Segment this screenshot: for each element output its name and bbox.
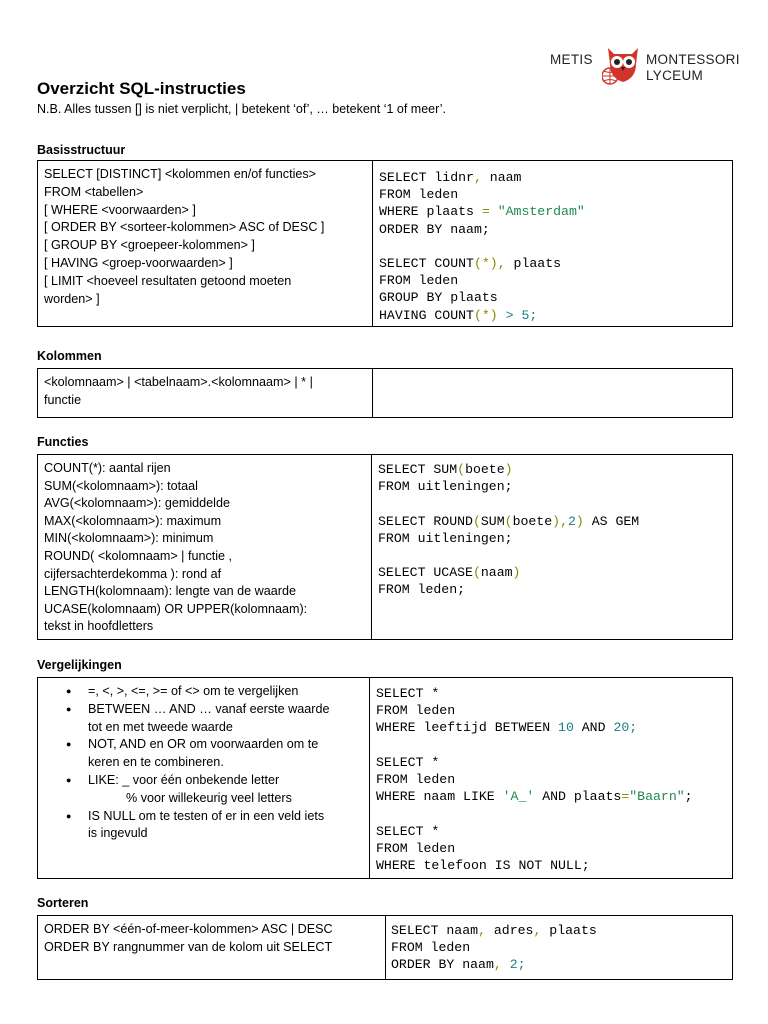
bullet-line: BETWEEN … AND … vanaf eerste waarde [88,701,330,716]
code-token: ) [512,565,521,581]
text-line: functie [44,392,82,407]
code-token: ORDER BY naam [391,957,494,973]
bullet-icon: ● [66,703,72,714]
vergelijkingen-code-cell [376,685,693,874]
code-token: SELECT * [376,823,440,839]
text-line: MIN(<kolomnaam>): minimum [44,531,214,546]
code-line [379,289,585,306]
basis-code-cell [379,169,585,324]
code-line [376,719,693,736]
code-token: boete [465,462,505,477]
text-line: [ ORDER BY <sorteer-kolommen> ASC of DESC ] [44,220,325,235]
code-token: 'A_' [502,789,535,805]
code-token: 10 [558,720,574,736]
code-token: SUM [480,513,505,529]
code-line [391,922,597,939]
code-token: , [473,170,482,185]
code-line [379,186,585,203]
code-line [379,272,585,289]
code-token: adres [485,923,534,938]
bullet-line: % voor willekeurig veel letters [126,790,292,805]
code-line [376,840,693,857]
code-token: SELECT * [376,686,440,701]
basis-table [37,160,733,327]
bullet-icon: ● [66,686,72,696]
code-token: = [621,789,630,805]
bullet-line: =, <, >, <=, >= of <> om te vergelijken [88,684,299,698]
kolommen-left-cell [44,374,364,410]
code-token: 2; [501,957,526,973]
code-line [391,939,597,956]
bullet-icon: ● [66,810,72,821]
code-token: plaats [505,255,562,271]
code-token: 2 [567,513,576,529]
code-line [379,238,585,255]
functies-code-cell [378,461,639,599]
code-token: (*) [473,255,498,271]
code-line [376,823,693,840]
code-token: , [533,923,542,938]
code-token: FROM leden; [378,582,466,598]
code-token: SELECT lidnr [379,170,474,185]
code-token: boete [512,513,553,529]
bullet-item [66,772,366,808]
code-line [378,513,639,530]
text-line: LENGTH(kolomnaam): lengte van de waarde [44,584,296,599]
code-line [376,754,693,771]
code-line [378,461,639,478]
code-token: > [497,307,522,323]
section-heading-functies: Functies [37,435,89,449]
code-token: AS GEM [583,513,640,529]
code-token: SELECT SUM [378,462,458,477]
code-token: ) [575,513,584,529]
code-token: ( [457,462,466,477]
code-token: SELECT COUNT [379,255,474,271]
code-token: SELECT UCASE [378,565,473,581]
section-heading-sorteren: Sorteren [37,896,89,910]
text-line: [ WHERE <voorwaarden> ] [44,202,196,217]
code-line [378,478,639,495]
code-token: ; [629,720,638,736]
code-token: SELECT * [376,754,440,770]
code-token: ; [529,307,538,323]
code-token: , [493,957,502,973]
section-heading-basisstructuur: Basisstructuur [37,143,126,157]
code-line [391,956,597,973]
code-token: WHERE telefoon IS NOT NULL; [376,857,590,873]
code-line [379,255,585,272]
code-token: FROM leden [391,940,471,956]
vergelijkingen-bullet-list [66,683,366,843]
code-token: WHERE leeftijd BETWEEN [376,720,559,736]
code-token: ; [684,789,693,805]
code-line [376,737,693,754]
bullet-icon: ● [66,774,72,785]
code-token: FROM leden [376,840,456,856]
code-line [379,221,585,238]
text-line: [ GROUP BY <groepeer-kolommen> ] [44,238,255,253]
text-line: [ LIMIT <hoeveel resultaten getoond moeten [44,273,292,288]
logo-word-montessori: MONTESSORI [646,52,740,67]
code-line [378,530,639,547]
bullet-item [66,683,366,701]
bullet-line: LIKE: _ voor één onbekende letter [88,772,280,787]
code-token: FROM leden [379,187,459,203]
functies-left-cell [44,460,364,636]
code-token: ) [504,462,513,477]
code-token: WHERE plaats [379,204,482,220]
code-line [378,581,639,598]
code-token: "Baarn" [629,789,685,805]
text-line: ROUND( <kolomnaam> | functie , [44,548,233,563]
code-token: FROM leden [376,771,456,787]
text-line: [ HAVING <groep-voorwaarden> ] [44,255,233,270]
code-token: naam [481,170,522,185]
bullet-line: IS NULL om te testen of er in een veld iets [88,808,325,823]
text-line: COUNT(*): aantal rijen [44,461,171,475]
code-token: FROM uitleningen; [378,479,513,495]
bullet-line: tot en met tweede waarde [88,719,233,734]
code-token: FROM leden [376,703,456,719]
code-line [376,685,693,702]
kolommen-table [37,368,733,418]
text-line: FROM <tabellen> [44,184,144,199]
code-line [376,788,693,805]
code-line [378,495,639,512]
page-title: Overzicht SQL-instructies [37,79,246,98]
logo-word-lyceum: LYCEUM [646,68,704,83]
code-token: ( [504,513,513,529]
text-line: AVG(<kolomnaam>): gemiddelde [44,496,230,511]
school-logo [548,44,740,90]
text-line: ORDER BY rangnummer van de kolom uit SELECT [44,939,333,954]
code-token: WHERE naam LIKE [376,789,503,805]
code-token: AND plaats [534,789,622,805]
code-line [376,805,693,822]
vergelijkingen-table [37,677,733,879]
text-line: MAX(<kolomnaam>): maximum [44,513,222,528]
code-token [490,204,498,219]
bullet-line: keren en te combineren. [88,755,224,770]
text-line: SUM(<kolomnaam>): totaal [44,478,198,493]
code-token: "Amsterdam" [497,204,585,220]
text-line: <kolomnaam> | <tabelnaam>.<kolomnaam> | * | [44,375,313,389]
bullet-icon: ● [66,739,72,750]
code-line [378,564,639,581]
text-line: SELECT [DISTINCT] <kolommen en/of functies> [44,167,317,181]
sorteren-left-cell [44,921,384,957]
code-line [376,857,693,874]
code-line [379,307,585,324]
text-line: worden> ] [44,291,100,306]
bullet-line: is ingevuld [88,826,148,841]
code-token: HAVING COUNT [379,307,474,323]
code-token: 20 [613,720,630,736]
code-token: , [478,923,486,938]
sorteren-code-cell [391,922,597,974]
code-line [378,547,639,564]
code-line [379,203,585,220]
section-heading-vergelijkingen: Vergelijkingen [37,658,122,672]
section-heading-kolommen: Kolommen [37,349,102,363]
basis-left-cell [44,166,364,308]
code-token: FROM uitleningen; [378,530,513,546]
code-token: ORDER BY naam; [379,221,490,237]
functies-table [37,454,733,640]
bullet-item [66,808,366,844]
code-token: = [481,204,490,220]
code-token: SELECT ROUND [378,513,473,529]
sorteren-table [37,915,733,980]
code-token: ( [472,565,481,581]
code-token: naam [480,565,513,581]
code-token: AND [573,720,614,736]
text-line: tekst in hoofdletters [44,619,154,634]
bullet-item [66,701,366,737]
code-token: ) [552,513,561,529]
logo-word-metis: METIS [550,52,593,67]
code-token: (*) [473,307,498,323]
text-line: cijfersachterdekomma ): rond af [44,566,222,581]
code-token: ( [472,513,481,529]
code-token: SELECT naam [391,923,479,938]
code-token: GROUP BY plaats [379,290,498,306]
code-token: FROM leden [379,273,459,289]
code-line [379,169,585,186]
code-line [376,771,693,788]
text-line: ORDER BY <één-of-meer-kolommen> ASC | DESC [44,922,333,936]
page-note: N.B. Alles tussen [] is niet verplicht, | betekent ‘of’, … betekent ‘1 of meer’. [37,102,446,116]
owl-logo-icon [602,44,644,88]
code-token: plaats [541,923,597,938]
bullet-item [66,736,366,772]
bullet-line: NOT, AND en OR om voorwaarden om te [88,737,319,752]
code-line [376,702,693,719]
code-token: , [560,513,568,529]
code-token: 5 [521,307,530,323]
code-token: , [497,255,506,271]
text-line: UCASE(kolomnaam) OR UPPER(kolomnaam): [44,601,308,616]
